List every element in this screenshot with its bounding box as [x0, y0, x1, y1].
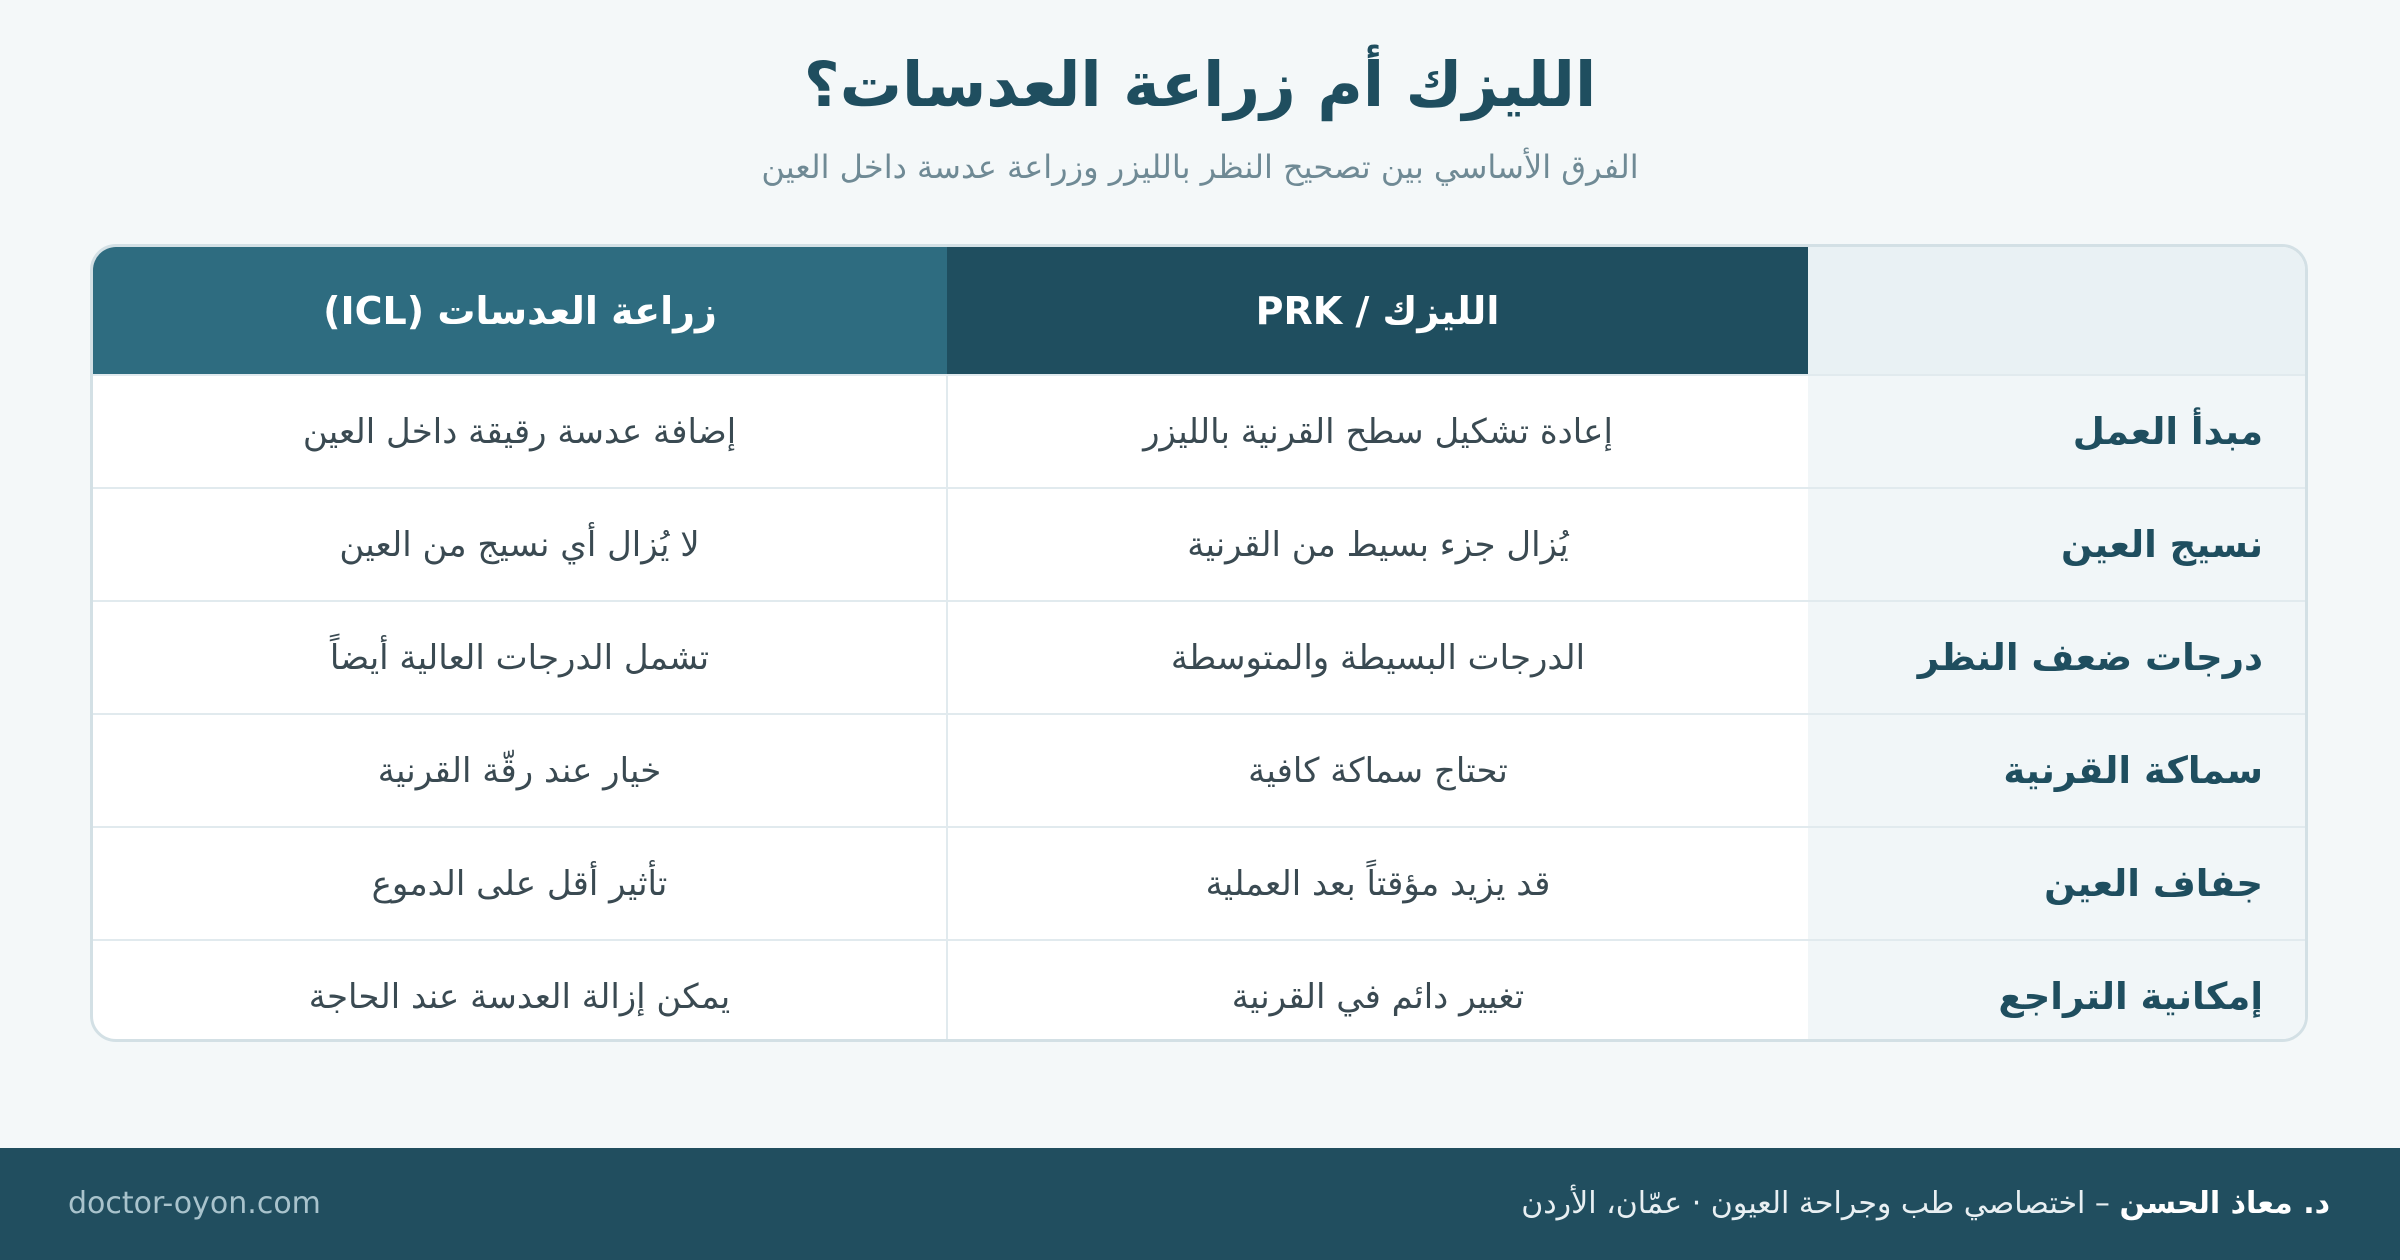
- row-label: مبدأ العمل: [1808, 375, 2305, 488]
- icl-cell: لا يُزال أي نسيج من العين: [93, 488, 947, 601]
- credit-separator: –: [2085, 1186, 2120, 1221]
- website-link[interactable]: doctor-oyon.com: [68, 1186, 321, 1221]
- icl-cell: يمكن إزالة العدسة عند الحاجة: [93, 940, 947, 1042]
- table-header-corner: [1808, 247, 2305, 375]
- doctor-specialty: اختصاصي طب وجراحة العيون · عمّان، الأردن: [1521, 1186, 2086, 1221]
- column-header-icl: زراعة العدسات (ICL): [93, 247, 947, 375]
- comparison-table: [90, 244, 2308, 1042]
- doctor-credit: [1521, 1148, 2330, 1260]
- table-row: [93, 375, 2305, 488]
- table-row: [93, 940, 2305, 1042]
- table-row: [93, 714, 2305, 827]
- table-row: [93, 601, 2305, 714]
- column-header-lasik: الليزك / PRK: [947, 247, 1808, 375]
- row-label: إمكانية التراجع: [1808, 940, 2305, 1042]
- page-title: الليزك أم زراعة العدسات؟: [803, 48, 1597, 121]
- row-label: سماكة القرنية: [1808, 714, 2305, 827]
- lasik-cell: تغيير دائم في القرنية: [947, 940, 1808, 1042]
- lasik-cell: تحتاج سماكة كافية: [947, 714, 1808, 827]
- lasik-cell: إعادة تشكيل سطح القرنية بالليزر: [947, 375, 1808, 488]
- icl-cell: إضافة عدسة رقيقة داخل العين: [93, 375, 947, 488]
- doctor-name: د. معاذ الحسن: [2119, 1186, 2330, 1221]
- table-header-row: [93, 247, 2305, 375]
- table-row: [93, 827, 2305, 940]
- table-row: [93, 488, 2305, 601]
- icl-cell: خيار عند رقّة القرنية: [93, 714, 947, 827]
- row-label: نسيج العين: [1808, 488, 2305, 601]
- lasik-cell: قد يزيد مؤقتاً بعد العملية: [947, 827, 1808, 940]
- icl-cell: تشمل الدرجات العالية أيضاً: [93, 601, 947, 714]
- row-label: درجات ضعف النظر: [1808, 601, 2305, 714]
- lasik-cell: الدرجات البسيطة والمتوسطة: [947, 601, 1808, 714]
- row-label: جفاف العين: [1808, 827, 2305, 940]
- lasik-cell: يُزال جزء بسيط من القرنية: [947, 488, 1808, 601]
- footer-bar: [0, 1148, 2400, 1260]
- page-subtitle: الفرق الأساسي بين تصحيح النظر بالليزر وزراعة عدسة داخل العين: [761, 148, 1639, 186]
- icl-cell: تأثير أقل على الدموع: [93, 827, 947, 940]
